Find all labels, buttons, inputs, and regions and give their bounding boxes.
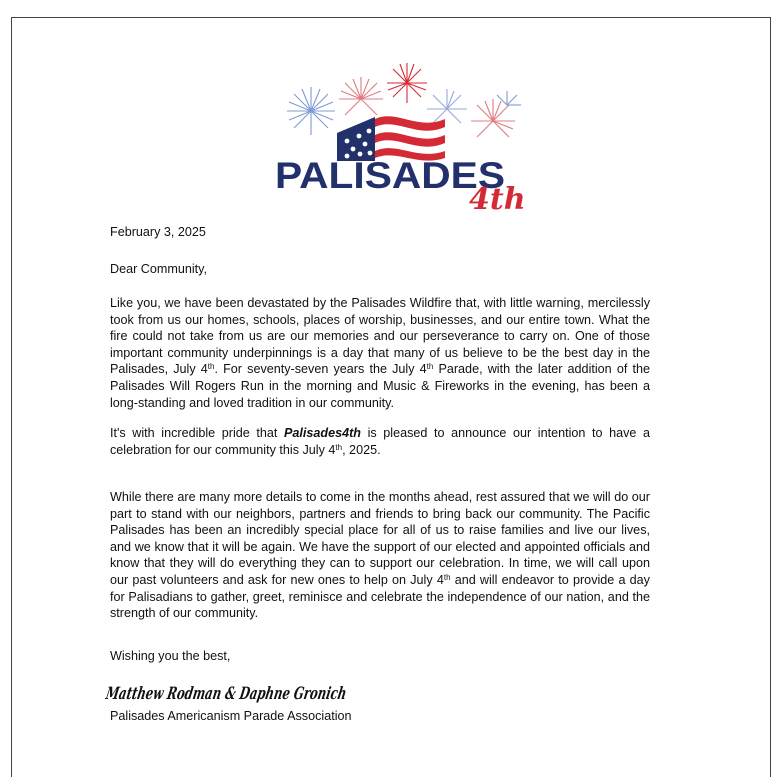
paragraph-3: While there are many more details to come in the months ahead, rest assured that we will do our part to stand with our neighbors, partners and friends to bring back our community. The Pacific Palisades has been an incredibly special place for all of us to raise families and live our lives, and we know that it will be again. We have the support of our elected and appointed officials and know that they will do everything they can to support our celebration. In time, we will call upon our past volunteers and ask for new ones to help on July 4th and will endeavor to provide a day for Palisadians to gather, greet, reminisce and celebrate the independence of our nation, and the strength of our community. [110,490,650,621]
logo-suffix: 4th [469,182,526,217]
paragraph-1: Like you, we have been devastated by the Palisades Wildfire that, with little warning, mercilessly took from us our homes, schools, places of worship, businesses, and our entire town. What the fire could not take from us are our memories and our perseverance to carry on. One of those important community underpinnings is a day that many of us believe to be the best day in the Palisades, July 4th. For seventy-seven years the July 4th Parade, with the later addition of the Palisades Will Rogers Run in the morning and Music & Fireworks in the evening, has been a long-standing and loved tradition in our community. [110,296,650,410]
logo-wordmark: PALISADES [275,155,505,196]
signature [104,678,459,706]
closing: Wishing you the best, [110,649,231,663]
organization-name: Palisades Americanism Parade Association [110,709,352,723]
paragraph-2: It's with incredible pride that Palisades4th is pleased to announce our intention to have a celebration for our community this July 4th, 2025. [110,426,650,457]
palisades4th-logo [267,61,542,216]
salutation: Dear Community, [110,262,208,276]
svg-text:Matthew Rodman & Daphne Gronic: Matthew Rodman & Daphne Gronich [104,684,459,704]
brand-name: Palisades4th [283,426,361,440]
letter-date: February 3, 2025 [110,225,206,239]
letter-page [11,17,771,777]
